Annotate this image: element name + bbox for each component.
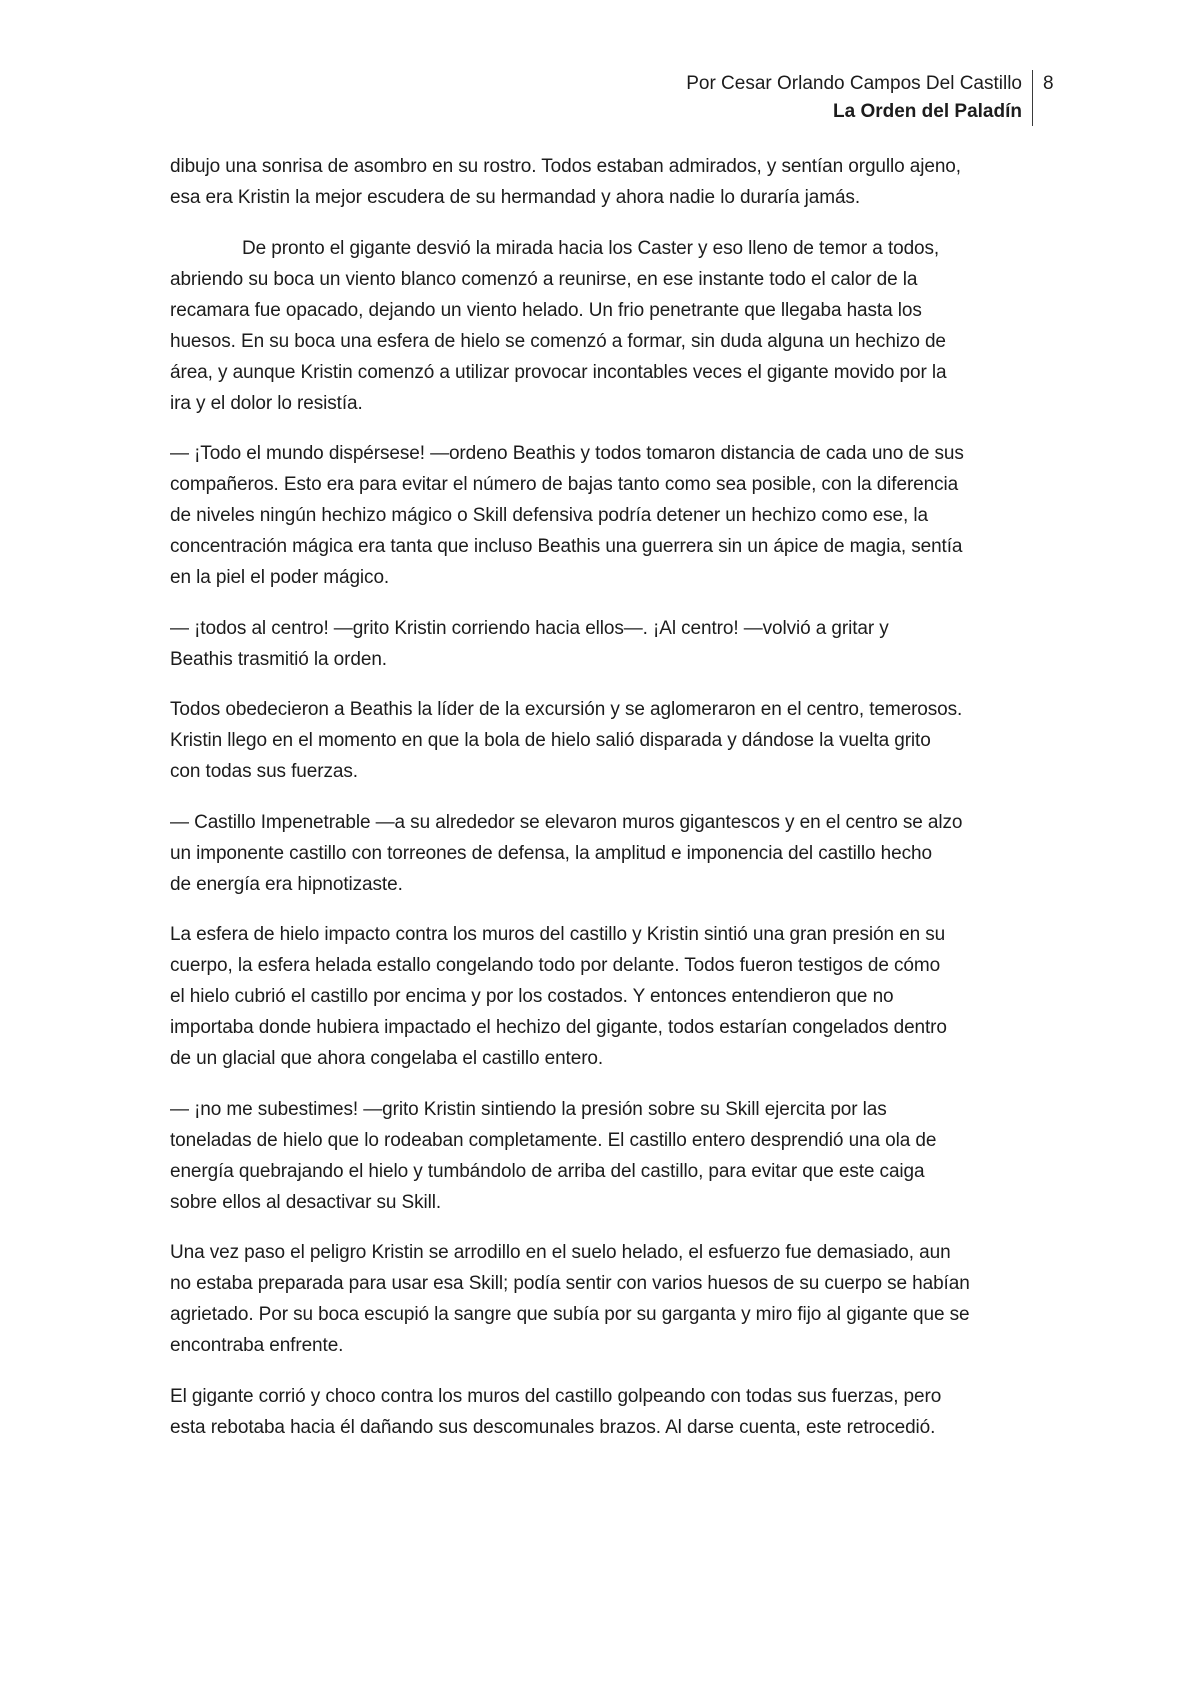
text-line: energía quebrajando el hielo y tumbándolo de arriba del castillo, para evitar que este caiga bbox=[170, 1160, 925, 1182]
text-line: El gigante corrió y choco contra los muros del castillo golpeando con todas sus fuerzas, pero bbox=[170, 1385, 942, 1407]
text-line: Beathis trasmitió la orden. bbox=[170, 648, 387, 670]
text-line: — ¡no me subestimes! —grito Kristin sintiendo la presión sobre su Skill ejercita por las bbox=[170, 1098, 887, 1120]
text-line: concentración mágica era tanta que incluso Beathis una guerrera sin un ápice de magia, sentía bbox=[170, 536, 963, 557]
text-line: de niveles ningún hechizo mágico o Skill defensiva podría detener un hechizo como ese, la bbox=[170, 505, 928, 526]
text-line: sobre ellos al desactivar su Skill. bbox=[170, 1191, 442, 1213]
text-line: el hielo cubrió el castillo por encima y por los costados. Y entonces entendieron que no bbox=[170, 986, 894, 1007]
body-text bbox=[170, 151, 1050, 1443]
text-line: esta rebotaba hacia él dañando sus descomunales brazos. Al darse cuenta, este retrocedió. bbox=[170, 1416, 936, 1438]
text-line: — ¡Todo el mundo dispérsese! —ordeno Beathis y todos tomaron distancia de cada uno de sus bbox=[170, 443, 964, 464]
text-line: agrietado. Por su boca escupió la sangre que subía por su garganta y miro fijo al gigante que se bbox=[170, 1304, 970, 1325]
text-line: huesos. En su boca una esfera de hielo se comenzó a formar, sin duda alguna un hechizo de bbox=[170, 330, 946, 352]
text-line: Una vez paso el peligro Kristin se arrodillo en el suelo helado, el esfuerzo fue demasiado, aun bbox=[170, 1242, 951, 1263]
text-line: esa era Kristin la mejor escudera de su hermandad y ahora nadie lo duraría jamás. bbox=[170, 187, 861, 208]
text-line: compañeros. Esto era para evitar el número de bajas tanto como sea posible, con la diferencia bbox=[170, 474, 959, 495]
text-line: — ¡todos al centro! —grito Kristin corriendo hacia ellos—. ¡Al centro! —volvió a gritar y bbox=[170, 617, 889, 639]
paragraph bbox=[170, 151, 1050, 213]
text-line: de un glacial que ahora congelaba el castillo entero. bbox=[170, 1048, 604, 1069]
book-title: La Orden del Paladín bbox=[833, 101, 1022, 122]
paragraph bbox=[170, 1237, 1050, 1361]
paragraph bbox=[170, 807, 1050, 900]
text-line: importaba donde hubiera impactado el hechizo del gigante, todos estarían congelados dentro bbox=[170, 1017, 947, 1038]
text-line: La esfera de hielo impacto contra los muros del castillo y Kristin sintió una gran presión en su bbox=[170, 924, 946, 945]
header-divider bbox=[1032, 70, 1033, 126]
text-line: ira y el dolor lo resistía. bbox=[170, 392, 363, 414]
text-line: con todas sus fuerzas. bbox=[170, 761, 358, 782]
text-line: un imponente castillo con torreones de defensa, la amplitud e imponencia del castillo hecho bbox=[170, 842, 932, 864]
author-line: Por Cesar Orlando Campos Del Castillo bbox=[686, 73, 1022, 94]
text-line: de energía era hipnotizaste. bbox=[170, 873, 403, 895]
text-line: dibujo una sonrisa de asombro en su rostro. Todos estaban admirados, y sentían orgullo ajeno, bbox=[170, 156, 961, 177]
text-line: abriendo su boca un viento blanco comenzó a reunirse, en ese instante todo el calor de la bbox=[170, 268, 918, 290]
paragraph bbox=[170, 1381, 1050, 1443]
paragraph bbox=[170, 438, 1050, 593]
paragraph bbox=[170, 919, 1050, 1074]
page-number: 8 bbox=[1043, 73, 1054, 94]
text-line: — Castillo Impenetrable —a su alrededor se elevaron muros gigantescos y en el centro se alzo bbox=[170, 811, 963, 833]
paragraph bbox=[170, 613, 1050, 675]
text-line: Todos obedecieron a Beathis la líder de la excursión y se aglomeraron en el centro, temerosos. bbox=[170, 699, 963, 720]
paragraph bbox=[170, 233, 1050, 419]
text-line: toneladas de hielo que lo rodeaban completamente. El castillo entero desprendió una ola de bbox=[170, 1129, 937, 1151]
text-line: De pronto el gigante desvió la mirada hacia los Caster y eso lleno de temor a todos, bbox=[242, 237, 940, 259]
running-header bbox=[520, 70, 1022, 126]
text-line: recamara fue opacado, dejando un viento helado. Un frio penetrante que llegaba hasta los bbox=[170, 299, 922, 321]
paragraph bbox=[170, 1094, 1050, 1218]
text-line: encontraba enfrente. bbox=[170, 1335, 344, 1356]
text-line: Kristin llego en el momento en que la bola de hielo salió disparada y dándose la vuelta grito bbox=[170, 730, 931, 751]
text-line: en la piel el poder mágico. bbox=[170, 567, 390, 588]
text-line: área, y aunque Kristin comenzó a utilizar provocar incontables veces el gigante movido por la bbox=[170, 361, 947, 383]
text-line: cuerpo, la esfera helada estallo congelando todo por delante. Todos fueron testigos de cómo bbox=[170, 955, 941, 976]
text-line: no estaba preparada para usar esa Skill; podía sentir con varios huesos de su cuerpo se habían bbox=[170, 1273, 970, 1294]
paragraph bbox=[170, 694, 1050, 787]
